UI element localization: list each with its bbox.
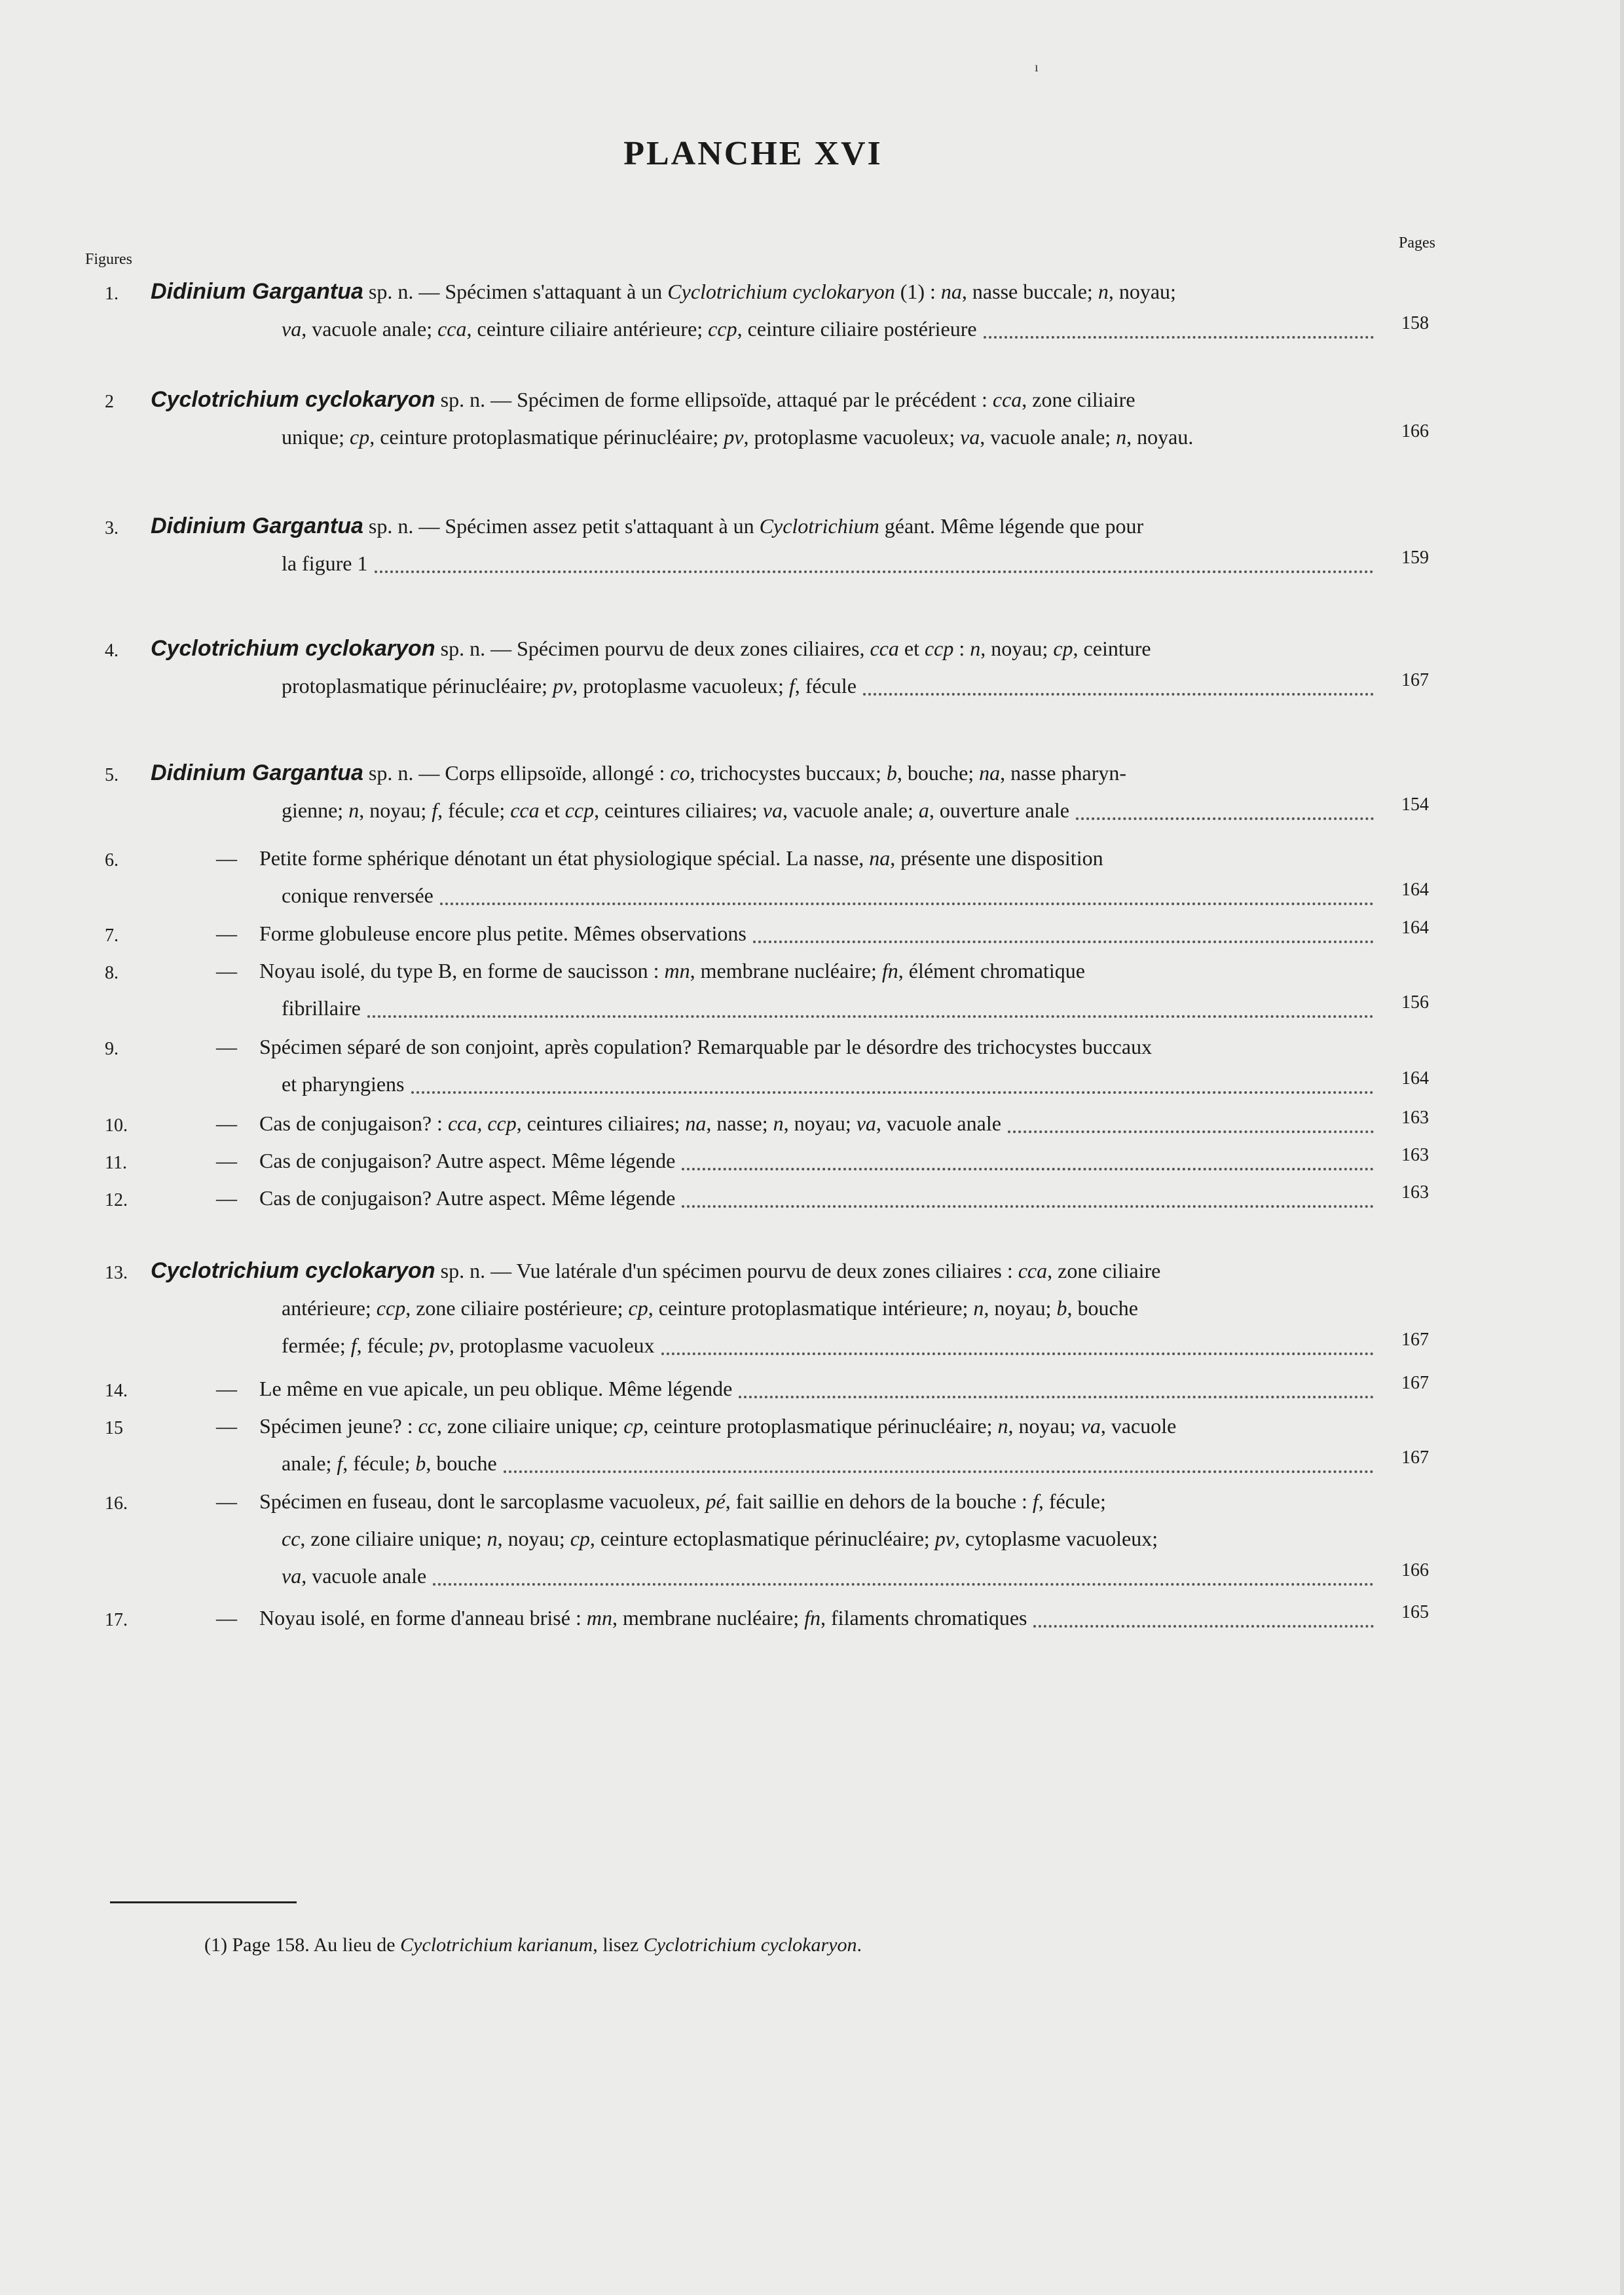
page-reference: 166 [1401, 421, 1429, 441]
figure-number: 3. [105, 518, 119, 538]
legend-line [151, 510, 1143, 542]
abbreviation: n [1098, 280, 1109, 303]
footnote-marker: (1) [204, 1934, 227, 1956]
figure-number: 13. [105, 1263, 128, 1283]
abbreviation: cca [992, 388, 1022, 411]
abbreviation: cca [1018, 1259, 1048, 1282]
legend-line [282, 669, 1374, 702]
figure-number: 16. [105, 1493, 128, 1514]
legend-text: sp. n. — Corps ellipsoïde, allongé : [363, 761, 671, 785]
abbreviation: cp [1053, 637, 1073, 660]
abbreviation: n [997, 1414, 1008, 1438]
legend-text: , ceinture protoplasmatique périnucléaire; [643, 1414, 998, 1438]
legend-text: , zone ciliaire [1022, 388, 1135, 411]
page-reference: 158 [1401, 313, 1429, 333]
species-name: Cyclotrichium cyclokaryon [151, 387, 435, 412]
legend-text: , vacuole anale; [301, 317, 438, 341]
legend-text: , vacuole anale; [783, 798, 919, 822]
legend-line [282, 1447, 1374, 1480]
abbreviation: va [282, 317, 302, 341]
legend-text: , membrane nucléaire; [612, 1606, 805, 1630]
abbreviation: b [415, 1451, 426, 1475]
legend-text: conique renversée [282, 884, 434, 907]
abbreviation: f [1032, 1489, 1039, 1513]
legend-text: Spécimen jeune? : [259, 1414, 418, 1438]
dot-leader [411, 1061, 1375, 1094]
abbreviation: cca [870, 637, 899, 660]
page-reference: 166 [1401, 1560, 1429, 1580]
legend-line [259, 1601, 1374, 1634]
legend-text: , noyau; [783, 1111, 857, 1135]
figure-number: 14. [105, 1381, 128, 1401]
legend-text: anale; [282, 1451, 337, 1475]
page-reference: 167 [1401, 1330, 1429, 1350]
abbreviation: mn [586, 1606, 612, 1630]
abbreviation: f [788, 674, 795, 698]
footnote-text: Page 158. Au lieu de [232, 1934, 396, 1956]
legend-text: , zone ciliaire unique; [436, 1414, 624, 1438]
page-reference: 156 [1401, 992, 1429, 1013]
figure-number: 1. [105, 284, 119, 304]
dot-leader [367, 985, 1374, 1018]
figure-number: 12. [105, 1190, 128, 1210]
legend-text: : [953, 637, 970, 660]
figure-number: 4. [105, 641, 119, 661]
page-reference: 167 [1401, 1373, 1429, 1393]
legend-text: sp. n. — Spécimen pourvu de deux zones ciliaires, [435, 637, 870, 660]
dot-leader [661, 1322, 1374, 1355]
legend-line [259, 1107, 1374, 1140]
legend-text: , ceinture ciliaire postérieure [737, 317, 977, 341]
legend-text: , fécule [794, 674, 857, 698]
figure-number: 5. [105, 765, 119, 785]
dot-leader [1033, 1595, 1374, 1628]
legend-line [282, 1068, 1374, 1100]
ditto-dash: — [216, 1149, 237, 1172]
legend-text: (1) : [895, 280, 941, 303]
legend-line [282, 312, 1374, 345]
footnote-rule [110, 1901, 297, 1903]
abbreviation: Cyclotrichium cyclokaryon [667, 280, 895, 303]
legend-text: gienne; [282, 798, 349, 822]
legend-text: Cas de conjugaison? Autre aspect. Même légende [259, 1186, 676, 1210]
page-reference: 163 [1401, 1182, 1429, 1203]
abbreviation: pv [934, 1527, 955, 1550]
legend-text: , protoplasme vacuoleux; [572, 674, 789, 698]
abbreviation: cp [570, 1527, 590, 1550]
abbreviation: f [350, 1334, 357, 1357]
abbreviation: n [1116, 425, 1127, 449]
legend-line [151, 1254, 1160, 1287]
abbreviation: mn [664, 959, 690, 982]
legend-text: Noyau isolé, en forme d'anneau brisé : [259, 1606, 587, 1630]
legend-text: unique; [282, 425, 350, 449]
legend-text: , noyau; [1108, 280, 1176, 303]
species-name: Cyclotrichium cyclokaryon [151, 636, 435, 661]
species-name: Didinium Gargantua [151, 279, 363, 304]
dot-leader [504, 1440, 1374, 1473]
figure-number: 9. [105, 1039, 119, 1059]
abbreviation: ccp [376, 1296, 406, 1320]
page-edge [1620, 0, 1624, 2295]
legend-text: , cytoplasme vacuoleux; [954, 1527, 1158, 1550]
abbreviation: fn [881, 959, 898, 982]
legend-text: , ceinture ciliaire antérieure; [466, 317, 709, 341]
ditto-dash: — [216, 1035, 237, 1058]
abbreviation: na [940, 280, 962, 303]
abbreviation: cp [623, 1414, 644, 1438]
abbreviation: cc [418, 1414, 437, 1438]
legend-text: Spécimen séparé de son conjoint, après copulation? Remarquable par le désordre des trichocystes buccaux [259, 1035, 1153, 1058]
dot-leader [1076, 787, 1374, 820]
legend-text: , nasse pharyn- [1000, 761, 1126, 785]
legend-line [259, 1182, 1374, 1214]
legend-text: , nasse; [706, 1111, 773, 1135]
legend-text: Petite forme sphérique dénotant un état physiologique spécial. La nasse, [259, 846, 870, 870]
legend-line [151, 756, 1126, 789]
dot-leader [863, 663, 1374, 696]
figure-number: 6. [105, 850, 119, 870]
dot-leader [433, 1553, 1374, 1586]
legend-text: , noyau; [497, 1527, 570, 1550]
abbreviation: va [960, 425, 980, 449]
abbreviation: f [337, 1451, 343, 1475]
legend-text: Forme globuleuse encore plus petite. Mêmes observations [259, 922, 747, 945]
abbreviation: f [432, 798, 438, 822]
legend-text: , fécule; [342, 1451, 416, 1475]
species-name: Cyclotrichium cyclokaryon [151, 1258, 435, 1283]
abbreviation: ccp [564, 798, 595, 822]
footnote-end: . [857, 1934, 862, 1956]
legend-line [259, 842, 1103, 874]
legend-text: , bouche [1067, 1296, 1138, 1320]
legend-text: sp. n. — Vue latérale d'un spécimen pourvu de deux zones ciliaires : [435, 1259, 1018, 1282]
figure-number: 11. [105, 1153, 127, 1173]
legend-text: la figure 1 [282, 551, 368, 575]
legend-text: Cas de conjugaison? : [259, 1111, 448, 1135]
figure-number: 8. [105, 963, 119, 983]
legend-text: sp. n. — Spécimen de forme ellipsoïde, attaqué par le précédent : [435, 388, 993, 411]
legend-text: , noyau; [984, 1296, 1057, 1320]
abbreviation: va [1080, 1414, 1101, 1438]
dot-leader [753, 910, 1374, 943]
abbreviation: na [869, 846, 891, 870]
legend-text: , ceinture protoplasmatique périnucléaire; [369, 425, 724, 449]
page-reference: 164 [1401, 918, 1429, 938]
legend-line [282, 547, 1374, 580]
legend-line [282, 794, 1374, 827]
legend-text: Cas de conjugaison? Autre aspect. Même légende [259, 1149, 676, 1172]
ditto-dash: — [216, 1111, 237, 1135]
legend-text: , vacuole anale; [980, 425, 1116, 449]
legend-line [282, 1329, 1374, 1362]
legend-text: , noyau. [1126, 425, 1194, 449]
legend-text: , vacuole anale [876, 1111, 1001, 1135]
legend-text: fermée; [282, 1334, 351, 1357]
dot-leader [682, 1175, 1374, 1208]
legend-text: et [539, 798, 565, 822]
legend-line [259, 917, 1374, 950]
ditto-dash: — [216, 1414, 237, 1438]
legend-line [259, 1409, 1176, 1442]
legend-line [282, 1522, 1158, 1555]
abbreviation: n [487, 1527, 498, 1550]
legend-line [282, 879, 1374, 912]
dot-leader [984, 306, 1374, 339]
abbreviation: va [282, 1564, 302, 1588]
abbreviation: n [970, 637, 981, 660]
abbreviation: n [973, 1296, 984, 1320]
abbreviation: b [1056, 1296, 1067, 1320]
legend-text: et pharyngiens [282, 1072, 405, 1096]
print-mark: ı [1035, 60, 1039, 75]
abbreviation: n [773, 1111, 784, 1135]
abbreviation: co [670, 761, 690, 785]
legend-text: , bouche; [896, 761, 980, 785]
legend-text: , fécule; [437, 798, 511, 822]
legend-text: , élément chromatique [898, 959, 1085, 982]
page-reference: 164 [1401, 1068, 1429, 1089]
page-reference: 167 [1401, 1447, 1429, 1468]
pages-column-header: Pages [1399, 234, 1435, 252]
dot-leader [375, 540, 1375, 573]
legend-line [151, 275, 1176, 308]
ditto-dash: — [216, 959, 237, 982]
legend-text: , fécule; [356, 1334, 430, 1357]
legend-text: , fécule; [1038, 1489, 1106, 1513]
ditto-dash: — [216, 1377, 237, 1400]
figure-number: 2 [105, 392, 114, 412]
dot-leader [1008, 1100, 1374, 1133]
figure-number: 7. [105, 925, 119, 946]
legend-text: , filaments chromatiques [821, 1606, 1027, 1630]
legend-text: , trichocystes buccaux; [690, 761, 887, 785]
abbreviation: pv [724, 425, 744, 449]
legend-text: sp. n. — Spécimen assez petit s'attaquant à un [363, 514, 760, 538]
legend-text: , nasse buccale; [961, 280, 1098, 303]
abbreviation: n [348, 798, 360, 822]
abbreviation: cc [282, 1527, 301, 1550]
abbreviation: va [762, 798, 783, 822]
abbreviation: ccp [924, 637, 954, 660]
abbreviation: na [979, 761, 1001, 785]
legend-line [282, 420, 1193, 453]
legend-text: Spécimen en fuseau, dont le sarcoplasme vacuoleux, [259, 1489, 706, 1513]
legend-text: , ceinture ectoplasmatique périnucléaire; [589, 1527, 935, 1550]
legend-text: , fait saillie en dehors de la bouche : [725, 1489, 1033, 1513]
legend-line [259, 1144, 1374, 1177]
abbreviation: b [886, 761, 897, 785]
legend-text: , vacuole anale [301, 1564, 427, 1588]
ditto-dash: — [216, 1606, 237, 1630]
abbreviation: va [856, 1111, 876, 1135]
footnote [204, 1929, 862, 1962]
legend-text: Le même en vue apicale, un peu oblique. Même légende [259, 1377, 733, 1400]
legend-text: géant. Même légende que pour [879, 514, 1144, 538]
abbreviation: pv [429, 1334, 449, 1357]
legend-text: Noyau isolé, du type B, en forme de saucisson : [259, 959, 665, 982]
legend-line [259, 1485, 1106, 1518]
dot-leader [739, 1366, 1374, 1398]
ditto-dash: — [216, 1186, 237, 1210]
legend-text: , ouverture anale [929, 798, 1069, 822]
abbreviation: cca [437, 317, 467, 341]
figures-column-header: Figures [85, 251, 132, 268]
abbreviation: na [685, 1111, 707, 1135]
legend-line [282, 1292, 1138, 1324]
legend-text: , ceintures ciliaires; [594, 798, 763, 822]
species-name: Didinium Gargantua [151, 513, 363, 538]
page-reference: 159 [1401, 548, 1429, 568]
page-reference: 167 [1401, 670, 1429, 690]
abbreviation: pv [553, 674, 573, 698]
legend-text: fibrillaire [282, 996, 361, 1020]
page-reference: 163 [1401, 1108, 1429, 1128]
ditto-dash: — [216, 922, 237, 945]
legend-line [259, 1372, 1374, 1405]
legend-text: protoplasmatique périnucléaire; [282, 674, 553, 698]
page-reference: 154 [1401, 794, 1429, 815]
legend-text: , ceinture [1073, 637, 1151, 660]
legend-line [282, 992, 1374, 1024]
figure-number: 17. [105, 1610, 128, 1630]
abbreviation: cp [628, 1296, 648, 1320]
page-reference: 164 [1401, 880, 1429, 900]
legend-text: , noyau; [359, 798, 432, 822]
legend-text: , présente une disposition [890, 846, 1103, 870]
dot-leader [440, 872, 1374, 905]
legend-line [151, 383, 1135, 416]
figure-number: 15 [105, 1418, 123, 1438]
dot-leader [682, 1138, 1374, 1170]
legend-line [259, 954, 1085, 987]
legend-text: sp. n. — Spécimen s'attaquant à un [363, 280, 668, 303]
legend-text: antérieure; [282, 1296, 377, 1320]
legend-line [282, 1559, 1374, 1592]
ditto-dash: — [216, 846, 237, 870]
legend-text: , ceinture protoplasmatique intérieure; [648, 1296, 974, 1320]
legend-text: , zone ciliaire [1047, 1259, 1161, 1282]
abbreviation: fn [804, 1606, 821, 1630]
legend-text: , vacuole [1100, 1414, 1177, 1438]
abbreviation: cp [349, 425, 370, 449]
legend-text: , bouche [426, 1451, 497, 1475]
figure-number: 10. [105, 1115, 128, 1136]
abbreviation: a [918, 798, 929, 822]
legend-text: , zone ciliaire postérieure; [405, 1296, 629, 1320]
legend-text: , membrane nucléaire; [690, 959, 882, 982]
abbreviation: cca [510, 798, 540, 822]
footnote-mid: , lisez [593, 1934, 639, 1956]
species-name: Didinium Gargantua [151, 760, 363, 785]
legend-text: , noyau; [980, 637, 1054, 660]
legend-text: , protoplasme vacuoleux; [743, 425, 961, 449]
ditto-dash: — [216, 1489, 237, 1513]
footnote-wrong-name: Cyclotrichium karianum [400, 1934, 593, 1956]
legend-text: et [898, 637, 925, 660]
footnote-correct-name: Cyclotrichium cyclokaryon [643, 1934, 857, 1956]
legend-text: , noyau; [1008, 1414, 1081, 1438]
legend-text: , protoplasme vacuoleux [449, 1334, 655, 1357]
page-reference: 163 [1401, 1145, 1429, 1165]
legend-text: , ceintures ciliaires; [516, 1111, 686, 1135]
abbreviation: Cyclotrichium [759, 514, 879, 538]
legend-line [259, 1030, 1152, 1063]
page-title: PLANCHE XVI [623, 135, 883, 172]
abbreviation: pé [705, 1489, 726, 1513]
abbreviation: cca, ccp [447, 1111, 517, 1135]
legend-text: , zone ciliaire unique; [300, 1527, 487, 1550]
abbreviation: ccp [708, 317, 737, 341]
page-reference: 165 [1401, 1602, 1429, 1622]
legend-line [151, 632, 1151, 665]
